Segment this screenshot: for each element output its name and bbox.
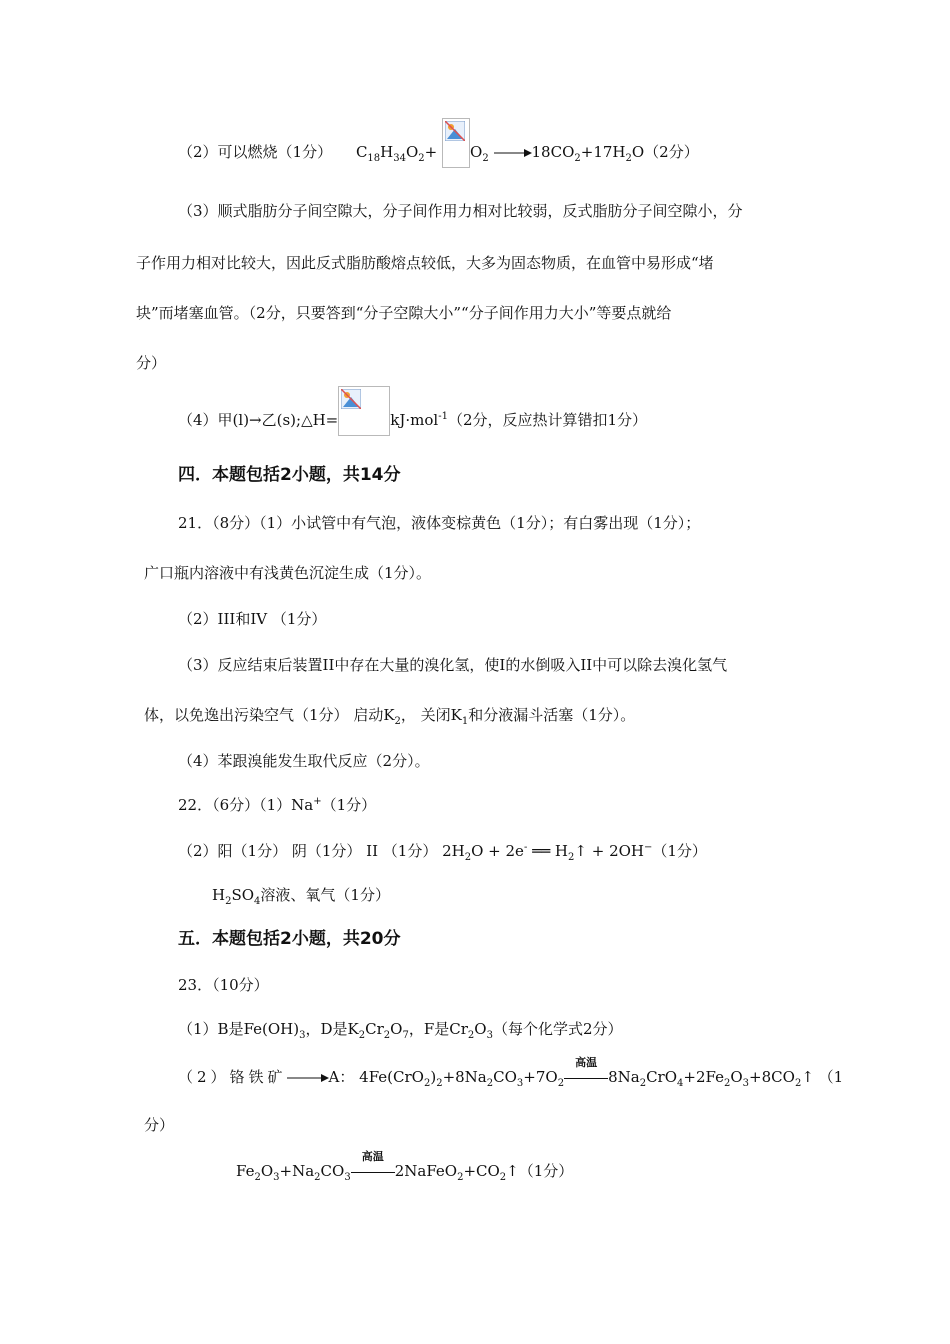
q21-line2: 广口瓶内溶液中有浅黄色沉淀生成（1分）。 bbox=[144, 564, 432, 582]
text: H bbox=[212, 886, 226, 904]
text: +8Na bbox=[442, 1068, 487, 1086]
text: （1）B是Fe(OH) bbox=[178, 1020, 300, 1038]
formula: $C_{18}H_{34}O_2+$ bbox=[355, 143, 438, 164]
condition-label: 高温 bbox=[575, 1056, 598, 1069]
sub: 2 bbox=[482, 153, 489, 164]
item4-line bbox=[178, 406, 647, 436]
text: +Na bbox=[279, 1162, 315, 1180]
sup: − bbox=[644, 842, 653, 853]
text: ══ H bbox=[527, 842, 569, 860]
sub: 2 bbox=[574, 153, 581, 164]
text: ↑ + 2OH bbox=[574, 842, 644, 860]
broken-image-icon bbox=[338, 386, 390, 436]
sub: 2 bbox=[394, 716, 401, 727]
broken-image-icon bbox=[442, 118, 470, 168]
text: O bbox=[390, 1020, 403, 1038]
sup: - bbox=[523, 842, 528, 853]
o2: O bbox=[470, 143, 483, 161]
reaction-arrow-icon bbox=[494, 148, 532, 158]
sup: + bbox=[313, 796, 322, 807]
sub: 2 bbox=[486, 1078, 494, 1089]
item3-line1: （3）顺式脂肪分子间空隙大，分子间作用力相对比较弱，反式脂肪分子间空隙小，分 bbox=[178, 202, 743, 220]
text: O bbox=[260, 1162, 274, 1180]
sub: 4 bbox=[677, 1078, 684, 1089]
text: O bbox=[730, 1068, 743, 1086]
sub: 2 bbox=[639, 1078, 647, 1089]
text: SO bbox=[231, 886, 255, 904]
text: 2NaFeO bbox=[394, 1162, 458, 1180]
text: （2）阳（1分） 阴（1分） II （1分） 2H bbox=[178, 842, 465, 860]
text: ， 关闭K bbox=[400, 706, 462, 724]
sub: 2 bbox=[568, 852, 575, 863]
reaction-arrow-icon bbox=[287, 1073, 329, 1083]
reaction-condition bbox=[351, 1150, 395, 1182]
answer-line-combustion bbox=[178, 138, 699, 168]
sub: 2 bbox=[723, 1078, 731, 1089]
sub: 2 bbox=[467, 1030, 475, 1041]
text: 和分液漏斗活塞（1分）。 bbox=[468, 706, 636, 724]
sub: 3 bbox=[299, 1030, 306, 1041]
sub: 2 bbox=[436, 1078, 443, 1089]
text: （1分） bbox=[321, 796, 377, 814]
sub: 2 bbox=[794, 1078, 802, 1089]
text: +2Fe bbox=[683, 1068, 724, 1086]
sub: 4 bbox=[254, 896, 261, 907]
text: 22．（6分）（1）Na bbox=[178, 796, 314, 814]
sub: 3 bbox=[273, 1172, 280, 1183]
q23-line3 bbox=[178, 1056, 844, 1089]
section-heading-4: 四．本题包括2小题，共14分 bbox=[178, 465, 401, 485]
q23-line4: 分） bbox=[144, 1116, 175, 1134]
text: +CO bbox=[463, 1162, 500, 1180]
item3-line3: 块”而堵塞血管。（2分，只要答到“分子空隙大小”“分子间作用力大小”等要点就给 bbox=[136, 304, 672, 322]
sub: 2 bbox=[225, 896, 232, 907]
text: O bbox=[474, 1020, 487, 1038]
sub: 7 bbox=[402, 1030, 409, 1041]
item3-line2: 子作用力相对比较大，因此反式脂肪酸熔点较低，大多为固态物质，在血管中易形成“堵 bbox=[136, 254, 714, 272]
text: （1分） bbox=[652, 842, 707, 860]
text: 8Na bbox=[608, 1068, 640, 1086]
text: A： 4Fe(CrO bbox=[328, 1068, 424, 1086]
sub: 3 bbox=[516, 1078, 524, 1089]
text: 体，以免逸出污染空气（1分） 启动K bbox=[144, 706, 395, 724]
sub: 2 bbox=[383, 1030, 391, 1041]
sub: 2 bbox=[457, 1172, 464, 1183]
q23-line2 bbox=[178, 1018, 623, 1040]
text: ，D是K bbox=[305, 1020, 359, 1038]
text: （每个化学式2分） bbox=[492, 1020, 623, 1038]
text: 溶液、氧气（1分） bbox=[260, 886, 390, 904]
products: 18CO bbox=[531, 143, 575, 161]
section-heading-5: 五．本题包括2小题，共20分 bbox=[178, 929, 401, 949]
sub: 2 bbox=[423, 1078, 431, 1089]
q22-line1 bbox=[178, 794, 376, 816]
text: （2分，反应热计算错扣1分） bbox=[447, 411, 648, 429]
sub: 2 bbox=[314, 1172, 321, 1183]
products2: +17H bbox=[580, 143, 626, 161]
q21-line6: （4）苯跟溴能发生取代反应（2分）。 bbox=[178, 752, 430, 770]
item3-line4: 分） bbox=[136, 354, 167, 372]
q23-line1: 23．（10分） bbox=[178, 976, 269, 994]
reaction-condition bbox=[564, 1056, 608, 1088]
sub: 3 bbox=[486, 1030, 493, 1041]
text: CO bbox=[493, 1068, 517, 1086]
sup: -1 bbox=[438, 411, 448, 422]
sub: 2 bbox=[254, 1172, 261, 1183]
q21-line5 bbox=[144, 704, 635, 726]
q21-line1: 21．（8分）（1）小试管中有气泡，液体变棕黄色（1分）；有白雾出现（1分）； bbox=[178, 514, 701, 532]
text: +7O bbox=[523, 1068, 558, 1086]
q22-line3 bbox=[212, 884, 390, 906]
products3: O（2分） bbox=[631, 143, 699, 161]
sub: 2 bbox=[499, 1172, 507, 1183]
sub: 2 bbox=[464, 852, 472, 863]
text: Fe bbox=[236, 1162, 255, 1180]
unit: kJ·mol bbox=[390, 411, 439, 429]
text: （2）可以燃烧（1分） bbox=[178, 143, 333, 161]
sub: 2 bbox=[557, 1078, 565, 1089]
sub: 3 bbox=[344, 1172, 351, 1183]
text: （2）铬铁矿 bbox=[178, 1068, 287, 1086]
text: O + 2e bbox=[471, 842, 524, 860]
sub: 1 bbox=[461, 716, 469, 727]
sub: 2 bbox=[625, 153, 632, 164]
q22-line2 bbox=[178, 840, 707, 862]
text: CrO bbox=[646, 1068, 678, 1086]
text: ↑（1分） bbox=[506, 1162, 574, 1180]
text: Cr bbox=[365, 1020, 384, 1038]
text: ↑ （1 bbox=[801, 1068, 844, 1086]
text: ，F是Cr bbox=[408, 1020, 468, 1038]
text: ) bbox=[430, 1068, 437, 1086]
condition-label: 高温 bbox=[361, 1150, 384, 1163]
text: +8CO bbox=[749, 1068, 795, 1086]
text: CO bbox=[320, 1162, 345, 1180]
q21-line4: （3）反应结束后装置II中存在大量的溴化氢，使I的水倒吸入II中可以除去溴化氢气 bbox=[178, 656, 728, 674]
sub: 3 bbox=[742, 1078, 750, 1089]
text: （4）甲(l)→乙(s);△H= bbox=[178, 411, 339, 429]
q21-line3: （2）III和IV （1分） bbox=[178, 610, 327, 628]
sub: 2 bbox=[358, 1030, 366, 1041]
q23-line5 bbox=[236, 1150, 574, 1183]
